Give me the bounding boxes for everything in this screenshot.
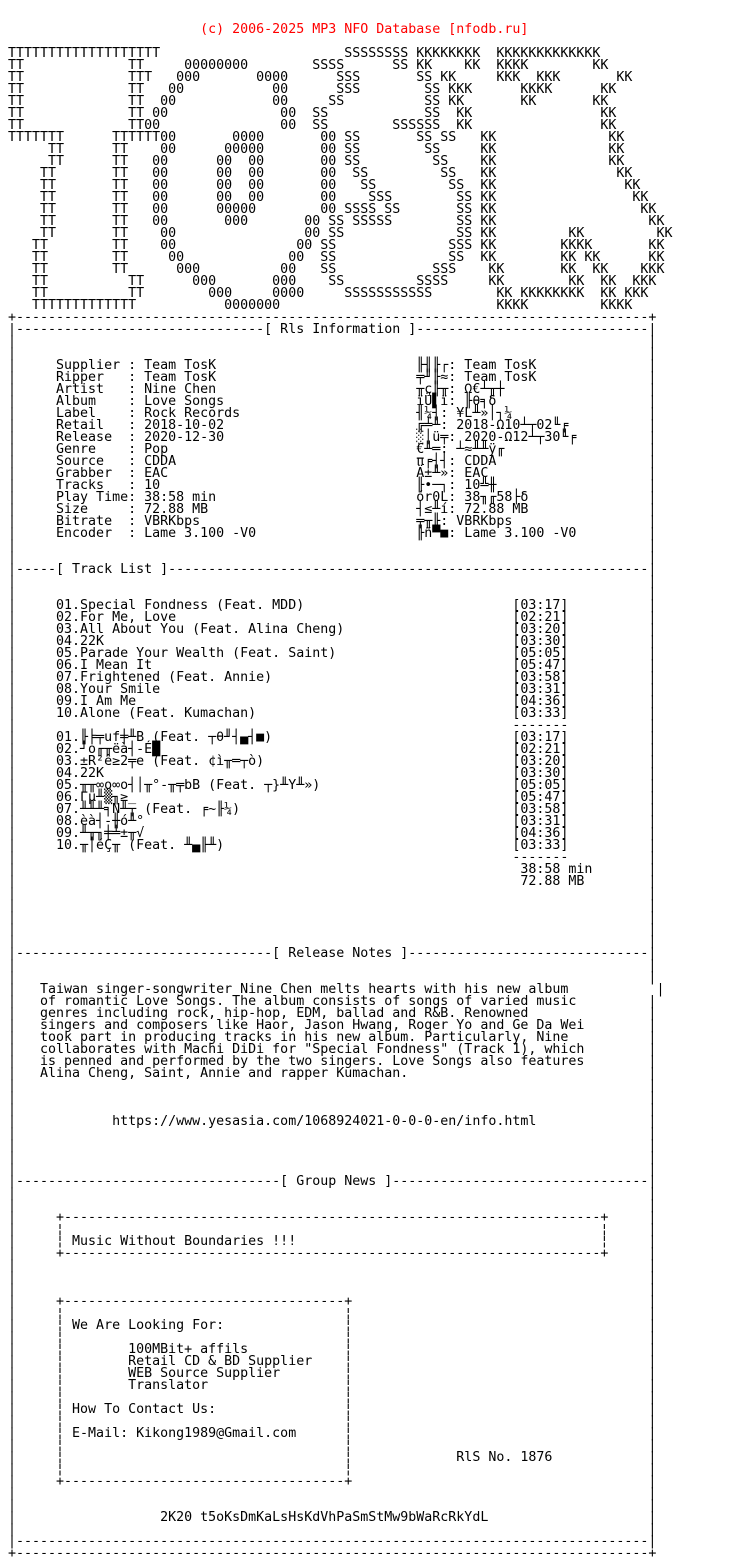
nfo-line: TT TT 00 00 00 00 SS SS KK KK: [8, 154, 625, 169]
nfo-line: | |: [8, 1126, 657, 1141]
nfo-line: TTTTTTT TTTTTT00 0000 00 SS SS SS KK KK: [8, 130, 625, 145]
nfo-line: | Grabber : EAC Ä±╨»: EAC |: [8, 466, 657, 481]
nfo-line: | |: [8, 538, 657, 553]
nfo-line: TT TT 00 00 SSS SS KKK KKKK KK: [8, 82, 617, 97]
nfo-line: | 09.I Am Me [04:36] |: [8, 694, 657, 709]
nfo-line: | ¦ ¦ RlS No. 1876 |: [8, 1450, 657, 1465]
nfo-line: TT TT 00 00 SS SS KK KK KK KK: [8, 250, 665, 265]
nfo-line: | 10.╥│éÇ╥ (Feat. ╨▄╟╨) [03:33] |: [8, 838, 657, 853]
nfo-line: | 04.22K [03:30] |: [8, 766, 657, 781]
nfo-line: TT TT 000 00 SS SSS KK KK KK KKK: [8, 262, 665, 277]
nfo-line: TTTTTTTTTTTTTTTTTTT SSSSSSSS KKKKKKKK KKKKKKKKKKKKK: [8, 46, 601, 61]
nfo-line: | |: [8, 550, 657, 565]
nfo-line: TT TT 00 00000 00 SSSS SS SS KK KK: [8, 202, 657, 217]
nfo-line: | 38:58 min |: [8, 862, 657, 877]
nfo-line: | |: [8, 1498, 657, 1513]
nfo-line: | Taiwan singer-songwriter Nine Chen melts hearts with his new album |: [8, 982, 665, 997]
nfo-line: | |: [8, 970, 657, 985]
nfo-line: TT TT 00 00 00 00 SS SS KK KK: [8, 166, 633, 181]
nfo-line: | ¦ ¦ |: [8, 1222, 657, 1237]
nfo-line: | Alina Cheng, Saint, Annie and rapper Kumachan. |: [8, 1066, 657, 1081]
nfo-line: | 06.I Mean It [05:47] |: [8, 658, 657, 673]
nfo-line: | Release : 2020-12-30 ░│ü╤: 2020-Ω12┴┬30╙╒ |: [8, 430, 657, 445]
nfo-line: | singers and composers like Haor, Jason Hwang, Roger Yo and Ge Da Wei |: [8, 1018, 657, 1033]
nfo-line: | |: [8, 1090, 657, 1105]
nfo-line: | ¦ How To Contact Us: ¦ |: [8, 1402, 657, 1417]
nfo-line: | |: [8, 1102, 657, 1117]
nfo-line: | ¦ ¦ |: [8, 1306, 657, 1321]
nfo-line: | Artist : Nine Chen ╥ç╟╥: Ω€┴╥┼ |: [8, 382, 657, 397]
nfo-line: | ¦ Translator ¦ |: [8, 1378, 657, 1393]
nfo-line: TT TT 00000000 SSSS SS KK KK KKKK KK: [8, 58, 609, 73]
nfo-line: | |: [8, 910, 657, 925]
nfo-line: | |: [8, 1150, 657, 1165]
nfo-line: | ------- |: [8, 850, 657, 865]
nfo-line: | Encoder : Lame 3.100 -V0 ╟ñ▀■: Lame 3.100 -V0 |: [8, 526, 657, 541]
nfo-line: | +-------------------------------------------------------------------+ |: [8, 1246, 657, 1261]
nfo-line: | ¦ Retail CD & BD Supplier ¦ |: [8, 1354, 657, 1369]
nfo-line: | 02.┘o╓╥ëà┤-É█ [02:21] |: [8, 742, 657, 757]
nfo-line: |-------------------------------[ Rls Information ]-----------------------------|: [8, 322, 657, 337]
nfo-line: | 06.Γµ╨▒╖≥_ [05:47] |: [8, 790, 657, 805]
nfo-line: | Ripper : Team TosK ╤╜╟≈: Team TosK |: [8, 370, 657, 385]
nfo-line: TT TT 00 00 SS SS KK KK: [8, 106, 617, 121]
nfo-line: TT TT 00 000 00 SS SSSSS SS KK KK: [8, 214, 665, 229]
nfo-line: | |: [8, 1138, 657, 1153]
nfo-line: | Genre : Pop €╨═: ┴≈╨╨ÿ╓ |: [8, 442, 657, 457]
nfo-line: TT TT 00 00000 00 SS SS KK KK: [8, 142, 625, 157]
nfo-line: | |: [8, 1522, 657, 1537]
nfo-line: | |: [8, 574, 657, 589]
nfo-line: | |: [8, 934, 657, 949]
nfo-line: TT TTT 000 0000 SSS SS KK KKK KKK KK: [8, 70, 633, 85]
nfo-line: | |: [8, 958, 657, 973]
nfo-line: | of romantic Love Songs. The album consists of songs of varied music |: [8, 994, 657, 1009]
nfo-line: | is penned and performed by the two singers. Love Songs also features |: [8, 1054, 657, 1069]
nfo-line: | Source : CDDA π╒┤┤: CDDA |: [8, 454, 657, 469]
nfo-line: | 10.Alone (Feat. Kumachan) [03:33] |: [8, 706, 657, 721]
nfo-line: | 03.All About You (Feat. Alina Cheng) [03:20] |: [8, 622, 657, 637]
nfo-line: | |: [8, 334, 657, 349]
nfo-line: TT TT 000 000 SS SSSS KK KK KK KKK: [8, 274, 657, 289]
nfo-line: | Size : 72.88 MB ┤≤╨í: 72.88 MB |: [8, 502, 657, 517]
nfo-line: | 05.╥╥∞o∞o┤│╥°-╥╤bB (Feat. ┬}╨Y╨») [05:05] |: [8, 778, 657, 793]
nfo-line: | |: [8, 586, 657, 601]
nfo-line: | ¦ ¦ |: [8, 1414, 657, 1429]
nfo-line: | Play Time: 38:58 min ór0L: 38╖╓58├δ |: [8, 490, 657, 505]
nfo-line: | +-----------------------------------+ |: [8, 1294, 657, 1309]
nfo-line: | |: [8, 886, 657, 901]
nfo-line: | ¦ We Are Looking For: ¦ |: [8, 1318, 657, 1333]
nfo-line: | |: [8, 1186, 657, 1201]
nfo-line: | 01.╟╞╤uf╪╨B (Feat. ┬θ╜┤▄┤■) [03:17] |: [8, 730, 657, 745]
nfo-line: | |: [8, 1258, 657, 1273]
nfo-line: | 72.88 MB |: [8, 874, 657, 889]
nfo-line: | ¦ Music Without Boundaries !!! ¦ |: [8, 1234, 657, 1249]
nfo-line: | Bitrate : VBRKbps ╤╥╟: VBRKbps |: [8, 514, 657, 529]
nfo-line: TT TT 00 00 SS SS KK KK KK: [8, 226, 673, 241]
nfo-line: | Retail : 2018-10-02 ╔╧╨: 2018-Ω10┴┬02╙╒ |: [8, 418, 657, 433]
nfo-line: TT TT 00 00 SS SS KK KK KK: [8, 94, 609, 109]
nfo-line: | |: [8, 1198, 657, 1213]
nfo-line: | Tracks : 10 ╟•─┐: 10╩╫ |: [8, 478, 657, 493]
nfo-line: |--------------------------------[ Release Notes ]------------------------------|: [8, 946, 657, 961]
nfo-line: | 01.Special Fondness (Feat. MDD) [03:17] |: [8, 598, 657, 613]
nfo-line: |-----[ Track List ]------------------------------------------------------------|: [8, 562, 657, 577]
nfo-line: | +-------------------------------------------------------------------+ |: [8, 1210, 657, 1225]
nfo-line: | |: [8, 346, 657, 361]
nfo-line: | |: [8, 1078, 657, 1093]
nfo-line: | 04.22K [03:30] |: [8, 634, 657, 649]
nfo-line: | ------- |: [8, 718, 657, 733]
nfo-line: | Album : Love Songs ïÜ▌ï: ╟θ╕δ |: [8, 394, 657, 409]
nfo-line: | https://www.yesasia.com/1068924021-0-0-0-en/info.html |: [8, 1114, 657, 1129]
nfo-line: | 03.±R²ê≥2╤e (Feat. ¢ì╥═┬ò) [03:20] |: [8, 754, 657, 769]
nfo-line: | 02.For Me, Love [02:21] |: [8, 610, 657, 625]
nfo-line: | ¦ 100MBit+ affils ¦ |: [8, 1342, 657, 1357]
nfo-line: | ¦ ¦ |: [8, 1390, 657, 1405]
nfo-line: | |: [8, 1162, 657, 1177]
nfo-text-block: [8, 0, 672, 1560]
nfo-line: TT TT 00 00 00 00 SS SS KK KK: [8, 178, 641, 193]
nfo-line: | 05.Parade Your Wealth (Feat. Saint) [05:05] |: [8, 646, 657, 661]
nfo-line: | |: [8, 898, 657, 913]
nfo-line: | |: [8, 1486, 657, 1501]
nfo-line: | took part in producing tracks in his new album. Particularly, Nine |: [8, 1030, 657, 1045]
nfo-line: | |: [8, 922, 657, 937]
nfo-line: | 09.╨╥╖╪╧±╥√ [04:36] |: [8, 826, 657, 841]
nfo-line: | |: [8, 1282, 657, 1297]
nfo-line: | genres including rock, hip-hop, EDM, ballad and R&B. Renowned |: [8, 1006, 657, 1021]
nfo-line: | collaborates with Machi DiDi for "Special Fondness" (Track 1), which |: [8, 1042, 657, 1057]
nfo-line: | 08.èà┤-╫ó╨° [03:31] |: [8, 814, 657, 829]
nfo-line: TT TT00 00 SS SSSSSS KK KK: [8, 118, 617, 133]
nfo-line: | Label : Rock Records ╢¼┤: ¥L╨»│┐¼ |: [8, 406, 657, 421]
copyright-header: (c) 2006-2025 MP3 NFO Database [nfodb.ru]: [8, 22, 529, 37]
nfo-line: +-------------------------------------------------------------------------------+: [8, 310, 657, 325]
nfo-line: | 08.Your Smile [03:31] |: [8, 682, 657, 697]
nfo-line: |---------------------------------[ Group News ]--------------------------------|: [8, 1174, 657, 1189]
nfo-line: TT TT 000 0000 SSSSSSSSSSS KK KKKKKKKK KK KKK: [8, 286, 649, 301]
nfo-line: |-------------------------------------------------------------------------------|: [8, 1534, 657, 1549]
nfo-line: | Supplier : Team TosK ╟╢╟┌: Team TosK |: [8, 358, 657, 373]
nfo-line: TTTTTTTTTTTTT 0000000 KKKK KKKK: [8, 298, 633, 313]
nfo-line: TT TT 00 00 00 00 SSS SS KK KK: [8, 190, 649, 205]
nfo-line: +-------------------------------------------------------------------------------+: [8, 1546, 657, 1561]
nfo-line: | ¦ WEB Source Supplier ¦ |: [8, 1366, 657, 1381]
nfo-line: | ¦ ¦ |: [8, 1330, 657, 1345]
nfo-line: | |: [8, 1270, 657, 1285]
nfo-line: | ¦ ¦ |: [8, 1462, 657, 1477]
nfo-line: | ¦ ¦ |: [8, 1438, 657, 1453]
nfo-line: | ¦ E-Mail: Kikong1989@Gmail.com ¦ |: [8, 1426, 657, 1441]
nfo-line: TT TT 00 00 SS SSS KK KKKK KK: [8, 238, 665, 253]
nfo-line: | 07.╨╨╨╕N╨┬ (Feat. ╒~╟¼) [03:58] |: [8, 802, 657, 817]
nfo-line: | +-----------------------------------+ |: [8, 1474, 657, 1489]
nfo-line: | 2K20 t5oKsDmKaLsHsKdVhPaSmStMw9bWaRcRkYdL |: [8, 1510, 657, 1525]
nfo-line: | 07.Frightened (Feat. Annie) [03:58] |: [8, 670, 657, 685]
